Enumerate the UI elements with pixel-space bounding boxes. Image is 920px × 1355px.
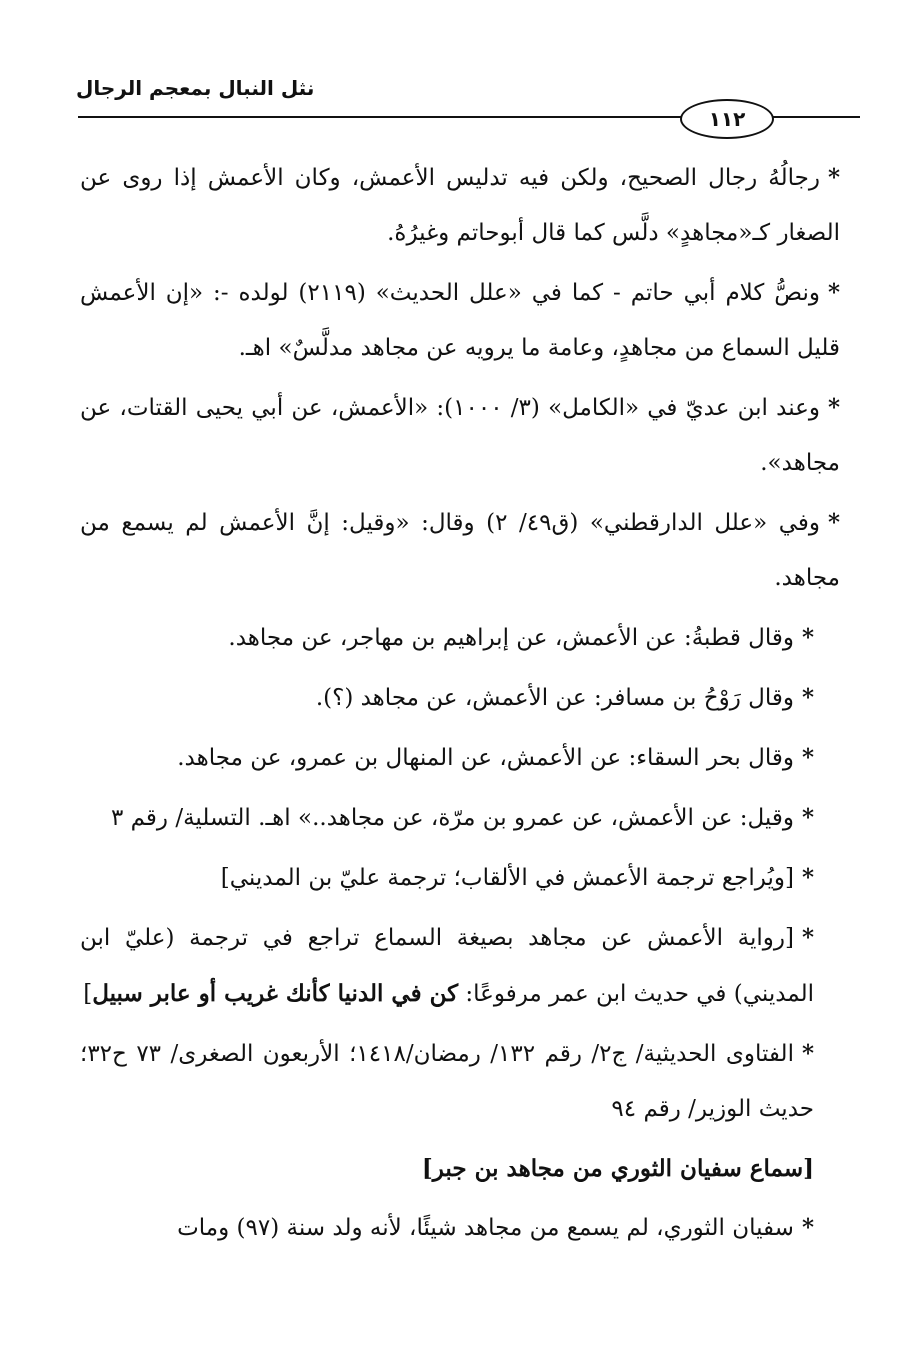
bullet-asterisk: * <box>801 864 814 891</box>
bullet-asterisk: * <box>801 744 814 771</box>
bullet-asterisk: * <box>827 394 841 421</box>
paragraph-text: وفي «علل الدارقطني» (ق٤٩/ ٢) وقال: «وقيل: إنَّ الأعمش لم يسمع من مجاهد. <box>80 510 840 591</box>
paragraph-5 <box>80 610 840 666</box>
paragraph-text: سفيان الثوري، لم يسمع من مجاهد شيئًا، لأنه ولد سنة (٩٧) ومات <box>177 1215 794 1241</box>
paragraph-text: وقيل: عن الأعمش، عن عمرو بن مرّة، عن مجاهد..» اهـ. التسلية/ رقم ٣ <box>110 805 794 831</box>
section-heading: [سماع سفيان الثوري من مجاهد بن جبر] <box>421 1155 814 1182</box>
paragraph-11 <box>80 1026 840 1137</box>
page-number: ١١٢ <box>680 99 774 139</box>
paragraph-text: ونصُّ كلام أبي حاتم - كما في «علل الحديث» (٢١١٩) لولده -: «إن الأعمش قليل السماع من مجاهدٍ، وعامة ما يرويه عن مجاهد مدلَّسٌ» اهـ. <box>80 280 840 361</box>
bullet-asterisk: * <box>801 924 814 951</box>
running-title: نثل النبال بمعجم الرجال <box>76 76 315 100</box>
bullet-asterisk: * <box>827 509 841 536</box>
bullet-asterisk: * <box>801 804 814 831</box>
paragraph-text: [ويُراجع ترجمة الأعمش في الألقاب؛ ترجمة عليّ بن المديني] <box>220 865 794 891</box>
closing-bracket: ] <box>83 981 93 1007</box>
paragraph-text: وقال قطبةُ: عن الأعمش، عن إبراهيم بن مهاجر، عن مجاهد. <box>228 625 794 651</box>
paragraph-text: [رواية الأعمش عن مجاهد بصيغة السماع تراجع في ترجمة (عليّ ابن المديني) في حديث ابن عمر مرفوعًا: <box>80 925 814 1007</box>
paragraph-text: رجالُهُ رجال الصحيح، ولكن فيه تدليس الأعمش، وكان الأعمش إذا روى عن الصغار كـ«مجاهدٍ» دلَّس كما قال أبوحاتم وغيرُهُ. <box>80 165 840 246</box>
body-text <box>80 150 840 1260</box>
paragraph-3 <box>80 380 840 491</box>
bullet-asterisk: * <box>827 279 840 306</box>
hadith-quote: كن في الدنيا كأنك غريب أو عابر سبيل <box>92 980 459 1007</box>
paragraph-10 <box>80 910 840 1022</box>
paragraph-text: الفتاوى الحديثية/ ج٢/ رقم ١٣٢/ رمضان/١٤١٨؛ الأربعون الصغرى/ ٧٣ ح٣٢؛ حديث الوزير/ رقم ٩٤ <box>80 1041 814 1122</box>
bullet-asterisk: * <box>801 684 814 711</box>
bullet-asterisk: * <box>801 1214 814 1241</box>
paragraph-text: وعند ابن عديّ في «الكامل» (٣/ ١٠٠٠): «الأعمش، عن أبي يحيى القتات، عن مجاهد». <box>80 395 840 476</box>
paragraph-text: وقال رَوْحُ بن مسافر: عن الأعمش، عن مجاهد (؟). <box>315 685 794 711</box>
paragraph-12 <box>80 1200 840 1256</box>
paragraph-1 <box>80 150 840 261</box>
paragraph-2 <box>80 265 840 376</box>
paragraph-8 <box>80 790 840 846</box>
paragraph-text: وقال بحر السقاء: عن الأعمش، عن المنهال بن عمرو، عن مجاهد. <box>177 745 794 771</box>
paragraph-4 <box>80 495 840 606</box>
paragraph-9 <box>80 850 840 906</box>
paragraph-7 <box>80 730 840 786</box>
paragraph-6 <box>80 670 840 726</box>
bullet-asterisk: * <box>801 1040 814 1067</box>
bullet-asterisk: * <box>801 624 814 651</box>
bullet-asterisk: * <box>827 164 840 191</box>
